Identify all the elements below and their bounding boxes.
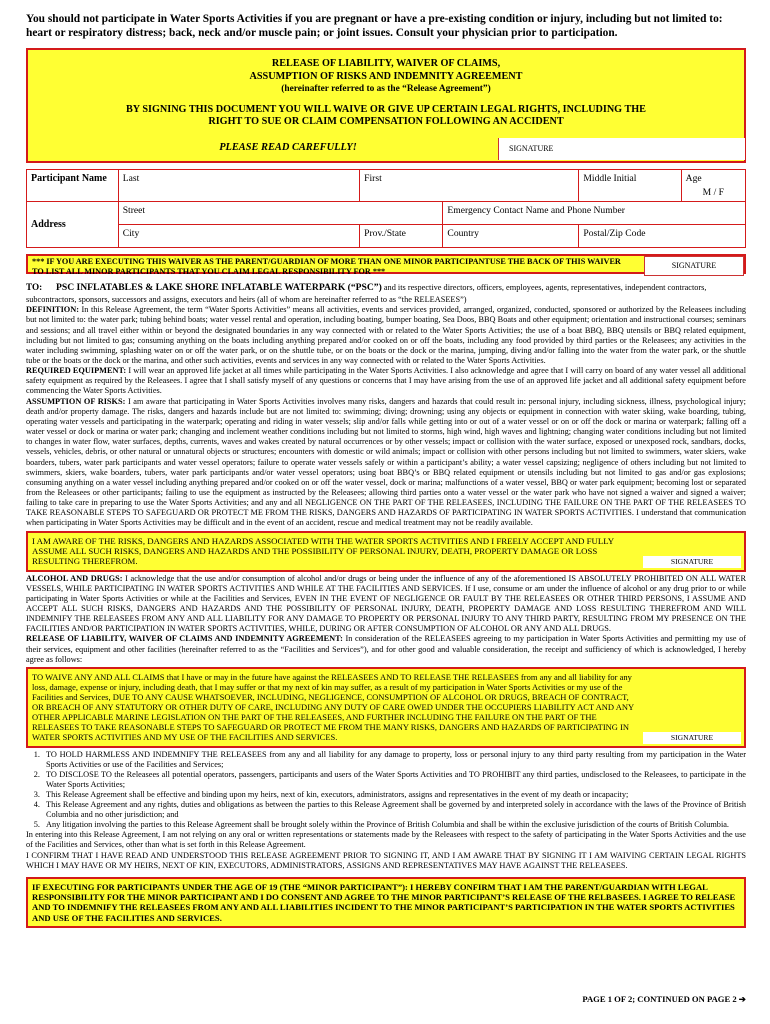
waive-signature-field[interactable]: SIGNATURE <box>643 732 741 744</box>
definition-paragraph <box>26 305 746 366</box>
aware-box <box>26 531 746 572</box>
to-section <box>26 282 746 305</box>
to-label: TO: <box>26 282 43 292</box>
participant-name-label: Participant Name <box>27 170 119 202</box>
prov-state-field[interactable]: Prov./State <box>360 225 443 248</box>
list-item: 3. This Release Agreement shall be effective and binding upon my heirs, next of kin, executors, administrators, assigns and representatives in the event of my death or incapacity; <box>42 790 746 800</box>
participant-table <box>26 169 746 248</box>
minor-notice-box <box>26 254 746 274</box>
aware-signature-field[interactable]: SIGNATURE <box>643 556 741 568</box>
release-paragraph <box>26 634 746 664</box>
release-heading: RELEASE OF LIABILITY, WAIVER OF CLAIMS AND INDEMNITY AGREEMENT: <box>26 634 343 644</box>
assumption-paragraph <box>26 397 746 529</box>
list-item: 5. Any litigation involving the parties to this Release Agreement shall be brought solely within the Province of British Columbia and shall be within the exclusive jurisdiction of the courts of British Columbia. <box>42 820 746 830</box>
release-title-1: RELEASE OF LIABILITY, WAIVER OF CLAIMS, <box>271 58 501 69</box>
assumption-heading: ASSUMPTION OF RISKS: <box>26 396 126 406</box>
page-footer: PAGE 1 OF 2; CONTINUED ON PAGE 2 ➔ <box>582 994 746 1004</box>
to-rest: and its respective directors, officers, employees, agents, representatives, independent contractors, subcontractors, sponsors, successors and assigns, executors and heirs (all of whom are hereinafter referred to as “the RELEASEES”) <box>26 283 707 304</box>
release-subtitle: (hereinafter referred to as the “Release Agreement”) <box>281 84 491 94</box>
minor-consent-box <box>26 877 746 928</box>
definition-heading: DEFINITION: <box>26 305 80 315</box>
equipment-text: I will wear an approved life jacket at all times while participating in the Water Sports Activities. I also acknowledge and agree that I will carry on board of any water vessel all additional safety equipment as required by the Releasees. I agree that I shall satisfy myself of any questions or concerns that I may have arising from the use of an approved life jacket and all additional safety equipment before commencing the Water Sports Activities. <box>26 366 747 396</box>
postal-field[interactable]: Postal/Zip Code <box>579 225 746 248</box>
gender-selector[interactable]: M / F <box>702 187 724 198</box>
country-field[interactable]: Country <box>443 225 579 248</box>
street-field[interactable]: Street <box>118 202 443 225</box>
first-name-field[interactable]: First <box>360 170 579 202</box>
release-text: In consideration of the RELEASEES agreeing to my participation in Water Sports Activities and permitting my use of their services, equipment and other facilities (hereinafter referred to as the “Facilities and Services”), and for other good and valuable consideration, the receipt and sufficiency of which is acknowledged, I hereby agree as follows: <box>26 634 746 664</box>
last-name-field[interactable]: Last <box>118 170 359 202</box>
assumption-text: I am aware that participating in Water Sports Activities involves many risks, dangers and hazards that could result in: personal injury, including sickness, illness, psychological injury; death and/or property damage. The risks, dangers and hazards include but are not limited to: swimming; diving; drowning; using any objects or equipment in connection with water skiing, wake boarding, tubing, operating water vessels and participating in the waterpark; operating and riding in water vessels; slip and/or falls while getting into or out of a water vessel or on or off the dock or marina or waterpark; falling off a water vessel or dock or marina or water park; changing and inclement weather conditions including but not limited to storms, high wind, high waves and lightning; changing water conditions including but not limited to changes in water flow, water surfaces, depths, currents, waves and wakes created by natural occurrences or by other vessels; impact or collision with the water surface, exposed or unexposed rock, sandbars, docks, vessels, vehicles, debris, or other natural or unnatural objects or structures; encounters with domestic or wild animals; impact or collision with other persons including but not limited to swimmers, water skiers, wake boarders, tubers, water park participants and water vessel operators; failure to operate water vessels safely or within a participant’s ability; a water vessel capsizing; negligence of others including but not limited to swimmers, skiers, wake boarders, tubers, water park participants and/or water vessel operators; using boat BBQ’s or BBQ related equipment or utensils including but not limited to gas and/or gas explosions; consuming anything on a water vessel including anything prepared and/or cooked on or off the water vessel, dock or marina; malfunctions of a water vessel, BBQ or water park equipment; becoming lost or separated from the Releasees or other participants; failing to use the equipment as instructed by the Releasees; allowing third parties onto a water vessel or the water park who have not signed a waiver and signed a waiver; failing to take care in preparing to use the Water Sports Activities; and any and all NEGLIGENCE ON THE PART OF THE RELEASEES, INCLUDING THE FAILURE ON THE PART OF THE RELEASEES TO TAKE REASONABLE STEPS TO SAFEGUARD OR PROTECT ME FROM THE RISKS, DANGERS AND HAZARDS OF PARTICIPATING IN WATER SPORTS ACTIVITIES. I understand that communication when participating in Water Sports Activities may be difficult and in the event of an accident, rescue and medical treatment may not be readily available. <box>26 396 746 528</box>
waive-text: TO WAIVE ANY AND ALL CLAIMS that I have or may in the future have against the RELEASEES AND TO RELEASE THE RELEASEES from any and all liability for any loss, damage, expense or injury, including death, that I may suffer or that my next of kin may suffer, as a result of my participation in Water Sports Activities or my use of the Facilities and Services, DUE TO ANY CAUSE WHATSOEVER, INCLUDING, NEGLIGENCE, CONSUMPTION OF ALCOHOL OR DRUGS, BREACH OF CONTRACT, OR BREACH OF ANY STATUTORY OR OTHER DUTY OF CARE, INCLUDING ANY DUTY OF CARE OWED UNDER THE OCCUPIERS LIABILITY ACT AND ANY OTHER APPLICABLE MARINE LEGISLATION ON THE PART OF THE RELEASEES, AND FURTHER INCLUDING THE FAILURE ON THE PART OF THE RELEASEES TO TAKE REASONABLE STEPS TO SAFEGUARD OR PROTECT ME FROM THE MANY RISKS, DANGERS AND HAZARDS OF PARTICIPATING IN WATER SPORTS ACTIVITIES AND MY USE OF THE FACILITIES AND SERVICES. <box>32 671 634 743</box>
list-item: 2. TO DISCLOSE TO the Releasees all potential operators, passengers, participants and users of the Water Sports Activities and TO PROHIBIT any third parties, undisclosed to the Releasees, to participate in the Water Sports Activities; <box>42 770 746 790</box>
list-item: 1. TO HOLD HARMLESS AND INDEMNIFY THE RELEASEES from any and all liability for any damage to property, loss or personal injury to any third party resulting from my participation in the Water Sports Activities or use of the Facilities and Services; <box>42 750 746 770</box>
emergency-contact-field[interactable]: Emergency Contact Name and Phone Number <box>443 202 746 225</box>
minor-consent-text: IF EXECUTING FOR PARTICIPANTS UNDER THE AGE OF 19 (THE “MINOR PARTICIPANT”): I HEREBY CONFIRM THAT I AM THE PARENT/GUARDIAN WITH LEGAL RESPONSIBILITY FOR THE MINOR PARTICIPANT AND I DO CONSENT AND AGREE TO THE MINOR PARTICIPANT’S RELEASE OF THE RELBASEES. I AGREE TO RELEASE AND TO INDEMNIFY THE RELEASEES FROM ANY AND ALL LIABILITIES INCIDENT TO THE MINOR PARTICIPANT’S PARTICIPATION IN THE WATER SPORTS ACTIVITIES AND USE OF THE FACILITIES AND SERVICES. <box>32 881 736 923</box>
entering-paragraph: In entering into this Release Agreement, I am not relying on any oral or written representations or statements made by the Releasees with respect to the safety of participating in the Water Sports Activities and the use of the Facilities and Services, other than what is set forth in this Release Agreement. <box>26 830 746 850</box>
age-label: Age <box>685 173 702 184</box>
alcohol-paragraph <box>26 574 746 635</box>
alcohol-text: I acknowledge that the use and/or consumption of alcohol and/or drugs or being under the influence of any of the aforementioned IS ABSOLUTELY PROHIBITED ON ALL WATER VESSELS, WHILE PARTICIPATING IN WATER SPORTS ACTIVITIES AND WHILE AT THE FACILITIES AND SERVICES. If I use, consume or am under the influence of alcohol or any drug prior to or while participating in Water Sports Activities or while at the Facilities and Services, EVEN IN THE EVENT OF NEGLIGENCE OR FAULT BY THE RELEASEES OR OTHER THIRD PERSONS, I ASSUME AND ACCEPT ALL SUCH RISKS, DANGERS AND HAZARDS AND THE POSSIBILITY OF PERSONAL INJURY, DEATH, PROPERTY DAMAGE AND LOSS RESULTING THEREFROM AND WILL INDEMNIFY THE RELEASEES FROM ANY AND ALL LIABILITY FOR ANY DAMAGE TO PROPERTY OR PERSONAL INJURY TO ANY THIRD PARTY, RESULTING FROM MY PRESENCE ON THE FACILITIES AND/OR PARTICIPATION IN WATER SPORTS ACTIVITIES, WHILE, DURING OR AFTER CONSUMPTION OF ALCOHOL OR ANY AND ALL DRUGS. <box>26 573 746 634</box>
read-carefully: PLEASE READ CAREFULLY! <box>219 142 357 153</box>
age-field[interactable] <box>681 170 745 202</box>
list-item: 4. This Release Agreement and any rights, duties and obligations as between the parties to this Release Agreement shall be governed by and interpreted solely in accordance with the laws of the Province of British Columbia and no other jurisdiction; and <box>42 800 746 820</box>
release-header-box <box>26 48 746 163</box>
aware-text: I AM AWARE OF THE RISKS, DANGERS AND HAZARDS ASSOCIATED WITH THE WATER SPORTS ACTIVITIES AND I FREELY ACCEPT AND FULLY ASSUME ALL SUCH RISKS, DANGERS AND HAZARDS AND THE POSSIBILITY OF PERSONAL INJURY, DEATH, PROPERTY DAMAGE OR LOSS RESULTING THEREFROM. <box>32 535 614 567</box>
numbered-list <box>26 750 746 831</box>
address-label: Address <box>27 202 119 248</box>
company-name: PSC INFLATABLES & LAKE SHORE INFLATABLE WATERPARK (“PSC”) <box>56 282 382 293</box>
alcohol-heading: ALCOHOL AND DRUGS: <box>26 573 123 583</box>
equipment-heading: REQUIRED EQUIPMENT: <box>26 366 127 376</box>
middle-initial-field[interactable]: Middle Initial <box>579 170 681 202</box>
health-warning: You should not participate in Water Sports Activities if you are pregnant or have a pre-existing condition or injury, including but not limited to: heart or respiratory distress; back, neck and/or muscle pain; or joint issues. Consult your physician prior to participation. <box>26 13 723 39</box>
waive-box <box>26 667 746 748</box>
signature-label: SIGNATURE <box>509 144 554 153</box>
confirm-paragraph: I CONFIRM THAT I HAVE READ AND UNDERSTOOD THIS RELEASE AGREEMENT PRIOR TO SIGNING IT, AND I AM AWARE THAT BY SIGNING IT I AM WAIVING CERTAIN LEGAL RIGHTS WHICH I MAY HAVE OR MY HEIRS, NEXT OF KIN, EXECUTORS, ADMINISTRATORS, ASSIGNS AND REPRESENTATIVES MAY HAVE AGAINST THE RELEASEES. <box>26 850 746 870</box>
release-title-2: ASSUMPTION OF RISKS AND INDEMNITY AGREEMENT <box>249 70 523 82</box>
signature-field[interactable] <box>498 138 745 160</box>
equipment-paragraph <box>26 366 746 396</box>
signing-warning-1: BY SIGNING THIS DOCUMENT YOU WILL WAIVE OR GIVE UP CERTAIN LEGAL RIGHTS, INCLUDING THE <box>126 103 646 115</box>
minor-signature-field[interactable]: SIGNATURE <box>644 256 744 276</box>
waiver-page <box>26 12 746 930</box>
city-field[interactable]: City <box>118 225 359 248</box>
signing-warning-2: RIGHT TO SUE OR CLAIM COMPENSATION FOLLOWING AN ACCIDENT <box>208 116 564 127</box>
minor-notice-text: *** IF YOU ARE EXECUTING THIS WAIVER AS THE PARENT/GUARDIAN OF MORE THAN ONE MINOR PARTICIPANTUSE THE BACK OF THIS WAIVER TO LIST ALL MINOR PARTICIPANTS THAT YOU CLAIM LEGAL RESPONSIBILITY FOR *** <box>32 257 621 276</box>
definition-text: In this Release Agreement, the term “Water Sports Activities” means all activities, events and services provided, arranged, organized, conducted, sponsored or authorized by the Releasees including but not limited to: the water park; tubing behind boats; water vessel rental and operation, including boating, bumper boating, Sea Doos, BBQ Boats and other equipment; orientation and instructional courses; seminars and sessions; and all travel either within or beyond the designated boundaries in any way connected with or related to the Water Sports Activities; the use of a boat BBQ, BBQ utensils or BBQ related equipment, including but not limited to gas; consuming anything on the boats including anything prepared and/or cooked on or off the boats, including any food provided by third parties or the Releasees; any activities in the water including swimming, splashing water on or off the water park, or on the shuttle tube, or on the boats or the dock or the marina, jumping, diving and/or falling into the water from the water park, or the shuttle tube or the boats or the dock or the marina, and other such activities, events and services in any way connected with or related to the Water Sports Activities. <box>26 305 746 365</box>
